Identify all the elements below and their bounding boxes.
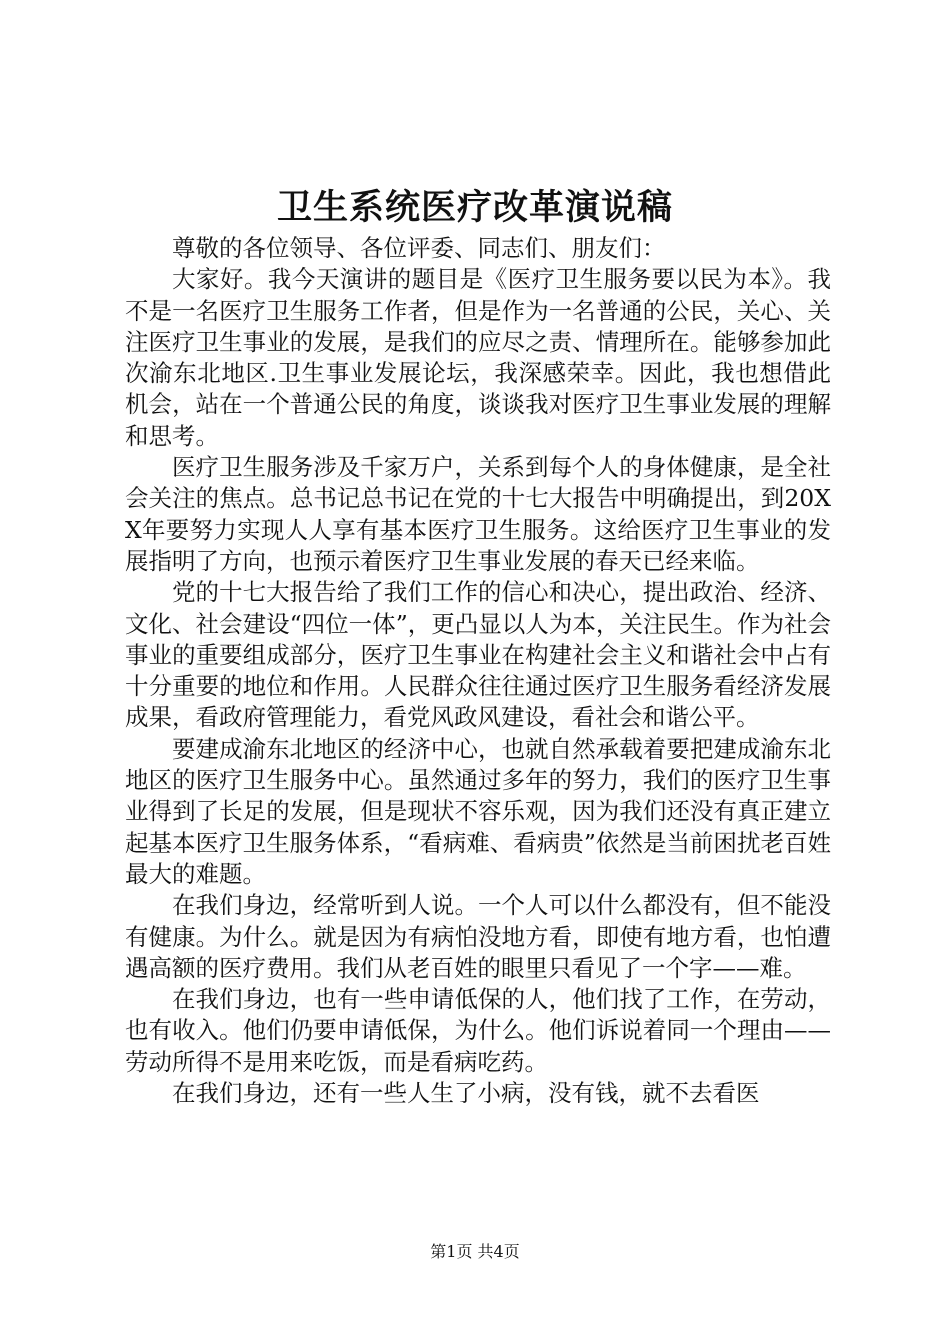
body-paragraph: 在我们身边，也有一些申请低保的人，他们找了工作，在劳动，也有收入。他们仍要申请低保，为什么。他们诉说着同一个理由——劳动所得不是用来吃饭，而是看病吃药。 [125, 985, 831, 1076]
body-paragraph: 在我们身边，还有一些人生了小病，没有钱，就不去看医 [172, 1079, 760, 1108]
salutation-paragraph: 尊敬的各位领导、各位评委、同志们、朋友们： [172, 234, 666, 262]
body-paragraph: 要建成渝东北地区的经济中心，也就自然承载着要把建成渝东北地区的医疗卫生服务中心。虽然通过多年的努力，我们的医疗卫生事业得到了长足的发展，但是现状不容乐观，因为我们还没有真正建立起基本医疗卫生服务体系，“看病难、看病贵”依然是当前困扰老百姓最大的难题。 [125, 734, 831, 888]
page-number-footer: 第1页 共4页 [430, 1242, 520, 1261]
body-paragraph: 大家好。我今天演讲的题目是《医疗卫生服务要以民为本》。我不是一名医疗卫生服务工作者，但是作为一名普通的公民，关心、关注医疗卫生事业的发展，是我们的应尽之责、情理所在。能够参加此次渝东北地区.卫生事业发展论坛，我深感荣幸。因此，我也想借此机会，站在一个普通公民的角度，谈谈我对医疗卫生事业发展的理解和思考。 [125, 265, 831, 450]
body-paragraph: 医疗卫生服务涉及千家万户，关系到每个人的身体健康，是全社会关注的焦点。总书记总书记在党的十七大报告中明确提出，到20XX年要努力实现人人享有基本医疗卫生服务。这给医疗卫生事业的发展指明了方向，也预示着医疗卫生事业发展的春天已经来临。 [125, 453, 831, 575]
document-body [125, 233, 831, 1109]
document-title: 卫生系统医疗改革演说稿 [276, 187, 673, 228]
body-paragraph: 在我们身边，经常听到人说。一个人可以什么都没有，但不能没有健康。为什么。就是因为有病怕没地方看，即使有地方看，也怕遭遇高额的医疗费用。我们从老百姓的眼里只看见了一个字——难。 [125, 891, 831, 982]
body-paragraph: 党的十七大报告给了我们工作的信心和决心，提出政治、经济、文化、社会建设“四位一体”，更凸显以人为本，关注民生。作为社会事业的重要组成部分，医疗卫生事业在构建社会主义和谐社会中占有十分重要的地位和作用。人民群众往往通过医疗卫生服务看经济发展成果，看政府管理能力，看党风政风建设，看社会和谐公平。 [125, 578, 831, 732]
